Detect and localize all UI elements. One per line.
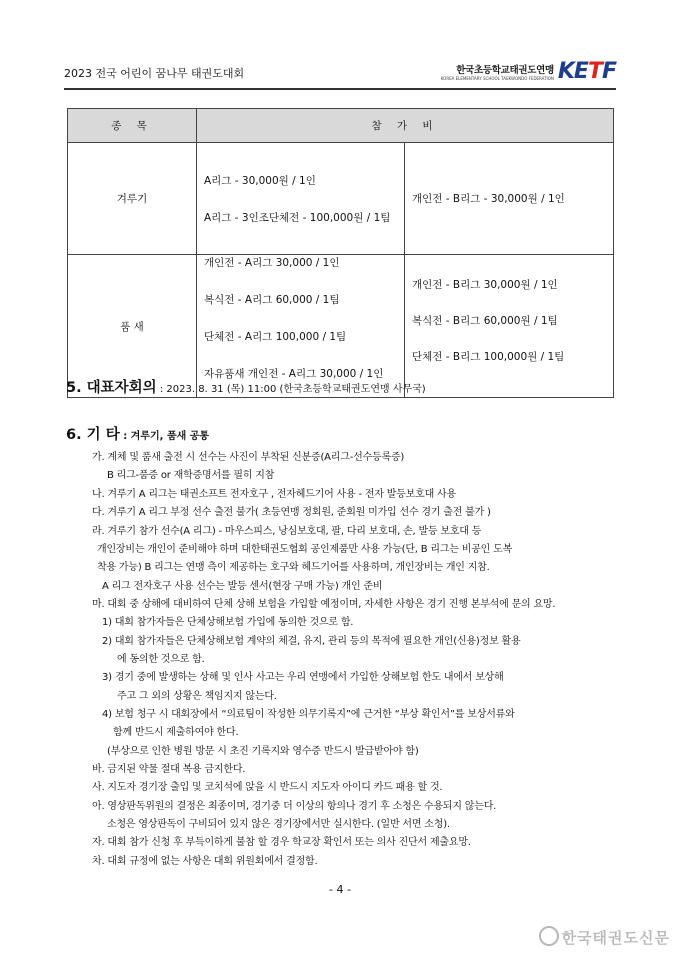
- kyorugi-b-league-fees: 개인전 - B리그 - 30,000원 / 1인: [405, 143, 614, 255]
- list-item: 사. 지도자 경기장 출입 및 코치석에 앉을 시 반드시 지도자 아이디 카드 패용 할 것.: [92, 782, 443, 793]
- section-5-title: 5. 대표자회의: [66, 380, 157, 396]
- category-poomsae: 품 새: [68, 255, 197, 398]
- poomsae-b-league-fees: 개인전 - B리그 30,000원 / 1인 복식전 - B리그 60,000원 / 1팀 단체전 - B리그 100,000원 / 1팀: [405, 255, 614, 398]
- list-item: 함께 반드시 제출하여야 한다.: [113, 727, 239, 738]
- list-item: 착용 가능) B 리그는 연맹 측이 제공하는 호구와 헤드기어를 사용하며, 개인장비는 개인 지참.: [97, 562, 490, 573]
- table-row-kyorugi: [68, 143, 614, 255]
- federation-logo: [441, 56, 616, 86]
- page-number: - 4 -: [329, 883, 351, 896]
- poomsae-a-league-fees: 개인전 - A리그 30,000 / 1인 복식전 - A리그 60,000 / 1팀 단체전 - A리그 100,000 / 1팀 자유품새 개인전 - A리그 30,000 / 1인: [197, 255, 405, 398]
- section-6-title: 6. 기 타: [66, 427, 120, 443]
- list-item: 개인장비는 개인이 준비해야 하며 대한태권도협회 공인제품만 사용 가능(단, B 리그는 비공인 도복: [97, 544, 513, 555]
- kyorugi-a-league-fees: A리그 - 30,000원 / 1인 A리그 - 3인조단체전 - 100,000원 / 1팀: [197, 143, 405, 255]
- list-item: 주고 그 외의 상황은 책임지지 않는다.: [117, 691, 277, 702]
- list-item: 라. 겨루기 참가 선수(A 리그) - 마우스피스, 낭심보호대, 팔, 다리 보호대, 손, 발등 보호대 등: [92, 526, 482, 537]
- entry-fee-table: [67, 108, 614, 398]
- list-item: B 리그-품증 or 재학증명서를 필히 지참: [107, 470, 275, 481]
- newspaper-watermark: 한국태권도신문: [539, 926, 670, 948]
- header-divider: [64, 88, 616, 90]
- list-item: 에 동의한 것으로 함.: [117, 654, 205, 665]
- list-item: A 리그 전자호구 사용 선수는 발등 센서(현장 구매 가능) 개인 준비: [102, 581, 383, 592]
- section-5-representatives-meeting: [66, 376, 426, 397]
- header-fee: 참 가 비: [197, 109, 614, 143]
- header-event: 종 목: [68, 109, 197, 143]
- list-item: 3) 경기 중에 발생하는 상해 및 인사 사고는 우리 연맹에서 가입한 상해보험 한도 내에서 보상해: [102, 672, 504, 683]
- section-6-others: [66, 423, 209, 444]
- list-item: 2) 대회 참가자들은 단체상해보험 계약의 체결, 유지, 관리 등의 목적에 필요한 개인(신용)정보 활용: [102, 636, 521, 647]
- table-header-row: [68, 109, 614, 143]
- section-6-subtitle: : 겨루기, 품새 공통: [119, 431, 210, 442]
- list-item: (부상으로 인한 병원 방문 시 초진 기록지와 영수증 반드시 발급받아야 함): [107, 746, 419, 757]
- list-item: 마. 대회 중 상해에 대비하여 단체 상해 보험을 가입할 예정이며, 자세한 사항은 경기 진행 본부석에 문의 요망.: [92, 599, 556, 610]
- list-item: 다. 겨루기 A 리그 부정 선수 출전 불가( 초등연맹 정회원, 준회원 미가입 선수 경기 출전 불가 ): [92, 507, 491, 518]
- list-item: 바. 금지된 약물 절대 복용 금지한다.: [92, 764, 246, 775]
- list-item: 아. 영상판독위원의 결정은 최종이며, 경기중 더 이상의 항의나 경기 후 소청은 수용되지 않는다.: [92, 801, 497, 812]
- page-header: [64, 58, 616, 92]
- watermark-circle-icon: [539, 926, 559, 946]
- list-item: 자. 대회 참가 신청 후 부득이하게 불참 할 경우 학교장 확인서 또는 의사 진단서 제출요망.: [92, 837, 471, 848]
- category-kyorugi: 겨루기: [68, 143, 197, 255]
- list-item: 차. 대회 규정에 없는 사항은 대회 위원회에서 결정함.: [92, 856, 318, 867]
- list-item: 가. 계체 및 품새 출전 시 선수는 사진이 부착된 신분증(A리그-선수등록증): [92, 452, 405, 463]
- list-item: 나. 겨루기 A 리그는 태권소프트 전자호구 , 전자헤드기어 사용 - 전자 발등보호대 사용: [92, 489, 456, 500]
- section-5-detail: : 2023. 8. 31 (목) 11:00 (한국초등학교태권도연맹 사무국): [156, 384, 426, 395]
- logo-org-korean: 한국초등학교태권도연맹: [456, 64, 554, 76]
- list-item: 1) 대회 참가자들은 단체상해보험 가입에 동의한 것으로 함.: [102, 617, 354, 628]
- list-item: 소청은 영상판독이 구비되어 있지 않은 경기장에서만 실시한다. (일반 서면 소청).: [107, 819, 450, 830]
- list-item: 4) 보험 청구 시 대회장에서 “의료팀이 작성한 의무기록지”에 근거한 “부상 확인서”를 보상서류와: [102, 709, 515, 720]
- logo-org-english: KOREA ELEMENTARY SCHOOL TAEKWONDO FEDERATION: [440, 75, 554, 81]
- ketf-logo-mark: KETF: [557, 58, 616, 84]
- header-title: 2023 전국 어린이 꿈나무 태권도대회: [64, 67, 245, 80]
